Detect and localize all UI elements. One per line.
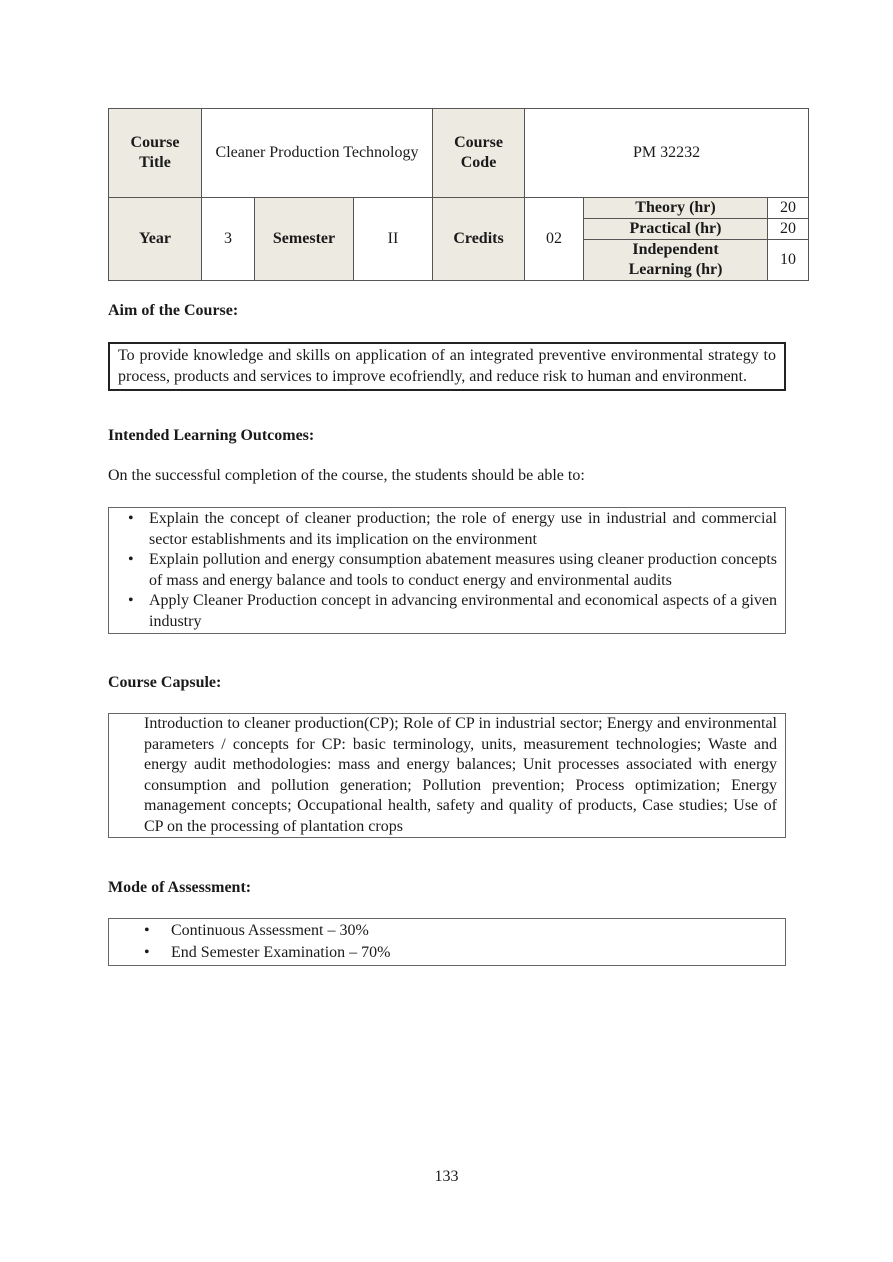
aim-text: To provide knowledge and skills on application of an integrated preventive environmental strategy to process, products and services to improve ecofriendly, and reduce risk to human and environment.: [118, 347, 776, 385]
course-code-label: Course Code: [433, 109, 525, 198]
independent-hours-label: Independent Learning (hr): [584, 240, 768, 281]
course-title-value: Cleaner Production Technology: [202, 109, 433, 198]
credits-label: Credits: [433, 198, 525, 281]
credits-value: 02: [525, 198, 584, 281]
course-info-table: [108, 108, 809, 281]
independent-hours-value: 10: [768, 240, 809, 281]
assessment-box: [108, 918, 786, 966]
ilo-list: [109, 508, 785, 633]
course-title-label: Course Title: [109, 109, 202, 198]
year-value: 3: [202, 198, 255, 281]
page-number: 133: [434, 1168, 459, 1185]
capsule-heading: Course Capsule:: [108, 674, 222, 691]
ilo-box: [108, 507, 786, 634]
ilo-item: • Explain the concept of cleaner production; the role of energy use in industrial and commercial sector establishments and its implication on the environment: [149, 509, 777, 550]
aim-box: [108, 342, 786, 391]
capsule-text: Introduction to cleaner production(CP); Role of CP in industrial sector; Energy and environmental parameters / concepts for CP: basic terminology, units, measurement technologies; Waste and energy audit methodologies: mass and energy balances; Unit processes associated with energy consumption and pollution generation; Pollution prevention; Process optimization; Energy management concepts; Occupational health, safety and quality of products, Case studies; Use of CP on the processing of plantation crops: [144, 715, 777, 835]
assessment-list: [109, 919, 785, 965]
semester-value: II: [354, 198, 433, 281]
practical-hours-value: 20: [768, 219, 809, 240]
assessment-item: • End Semester Examination – 70%: [171, 942, 777, 964]
capsule-box: [108, 713, 786, 838]
ilo-item: • Apply Cleaner Production concept in advancing environmental and economical aspects of a given industry: [149, 591, 777, 632]
ilo-item: • Explain pollution and energy consumption abatement measures using cleaner production concepts of mass and energy balance and tools to conduct energy and environmental audits: [149, 550, 777, 591]
year-label: Year: [109, 198, 202, 281]
theory-hours-label: Theory (hr): [584, 198, 768, 219]
assessment-item: • Continuous Assessment – 30%: [171, 920, 777, 942]
ilo-intro: On the successful completion of the course, the students should be able to:: [108, 467, 585, 484]
practical-hours-label: Practical (hr): [584, 219, 768, 240]
theory-hours-value: 20: [768, 198, 809, 219]
course-code-value: PM 32232: [525, 109, 809, 198]
assessment-heading: Mode of Assessment:: [108, 879, 252, 896]
aim-heading: Aim of the Course:: [108, 302, 239, 319]
semester-label: Semester: [255, 198, 354, 281]
ilo-heading: Intended Learning Outcomes:: [108, 427, 315, 444]
